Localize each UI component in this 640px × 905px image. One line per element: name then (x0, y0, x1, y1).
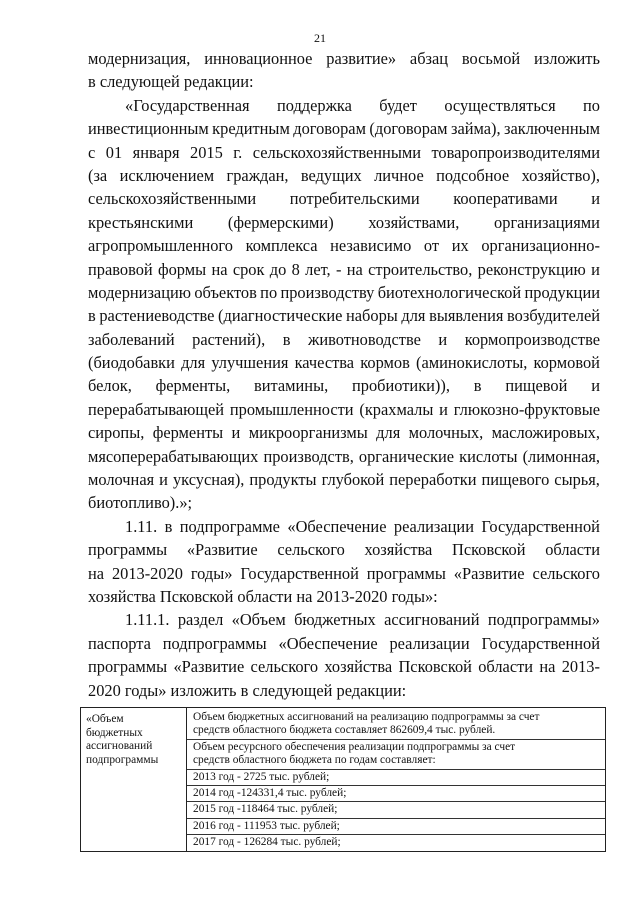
word: бюджетных (294, 610, 376, 630)
word: января (132, 142, 180, 162)
text-line (88, 141, 600, 164)
text-line (88, 47, 600, 70)
word: белок, (88, 376, 132, 396)
word: производству (280, 282, 375, 302)
text-line (88, 515, 600, 538)
word: и (591, 376, 600, 396)
word: (договорам (369, 119, 448, 139)
word: независимо (330, 236, 412, 256)
word: годы» (190, 563, 233, 583)
word: растениеводстве (99, 306, 215, 326)
text-line (88, 445, 600, 468)
text-line (88, 304, 600, 327)
table-value-line: средств областного бюджета составляет 862609,4 тыс. рублей. (193, 724, 496, 737)
word: производств, (263, 446, 354, 466)
table-label-line: «Объем (86, 713, 124, 725)
word: по (583, 95, 600, 115)
word: хозяйства (324, 657, 393, 677)
word: микроорганизмы (248, 423, 368, 443)
word: реализации (389, 633, 470, 653)
text-line (88, 679, 600, 702)
table-label-line: ассигнований (86, 740, 153, 752)
table-value-line: 2015 год -118464 тыс. рублей; (193, 803, 338, 816)
word: подпрограмме (179, 516, 280, 536)
table-value-cell (187, 708, 605, 851)
word: паспорта (88, 633, 151, 653)
word: на (88, 563, 105, 583)
table-value-line: средств областного бюджета по годам составляет: (193, 754, 436, 767)
word: личное (374, 165, 424, 185)
text-line (88, 187, 600, 210)
word: срок (232, 259, 265, 279)
word: кормопроизводстве (464, 329, 600, 349)
word: организациями (494, 212, 600, 232)
word: глюкозно-фруктовые (453, 399, 600, 419)
word: ферменты (152, 423, 224, 443)
word: изложить (533, 49, 600, 68)
word: биотехнологической (377, 282, 522, 302)
word: товаропроизводителями (431, 142, 600, 162)
word: перерабатывающей (88, 399, 225, 419)
text-line (88, 398, 600, 421)
line-text: в следующей редакции: (88, 72, 254, 92)
word: на (346, 259, 363, 279)
word: молочных, (408, 423, 484, 443)
word: улучшения (211, 353, 289, 373)
page-number: 21 (314, 31, 326, 45)
word: для (376, 423, 401, 443)
word: в (282, 329, 291, 349)
table-value-line: 2017 год - 126284 тыс. рублей; (193, 836, 341, 849)
word: займа), (450, 119, 501, 139)
word: реконструкцию (477, 259, 586, 279)
word: (за (88, 165, 108, 185)
word: и (591, 259, 600, 279)
word: животноводстве (308, 329, 421, 349)
table-value-line: 2014 год -124331,4 тыс. рублей; (193, 787, 347, 800)
word: Государственной (240, 563, 359, 583)
table-value-line: 2013 год - 2725 тыс. рублей; (193, 770, 330, 783)
text-line (88, 94, 600, 117)
word: молочная (88, 470, 155, 490)
word: ассигнований (384, 610, 480, 630)
word: (лимонная, (522, 446, 600, 466)
word: витамины, (254, 376, 329, 396)
word: Псковской (452, 540, 526, 560)
word: раздел (177, 610, 224, 630)
word: развитие» (326, 49, 397, 68)
word: исключением (119, 165, 215, 185)
word: наборы (346, 306, 398, 326)
word: мясоперерабатывающих (88, 446, 259, 466)
text-line (88, 117, 600, 140)
word: 1.11.1. (125, 610, 170, 630)
word: качества (294, 353, 355, 373)
word: г. (233, 142, 243, 162)
word: (крахмалы (359, 399, 434, 419)
table-value-line: Объем бюджетных ассигнований на реализацию подпрограммы за счет (193, 711, 540, 723)
table-value-row (187, 786, 605, 802)
word: агропромышленного (88, 236, 233, 256)
word: программы (88, 657, 168, 677)
text-line (88, 491, 600, 514)
word: сиропы, (88, 423, 145, 443)
word: 8 (291, 259, 300, 279)
text-line (88, 421, 600, 444)
table-value-row (187, 740, 605, 770)
body-text (88, 47, 600, 702)
word: сельского (250, 657, 319, 677)
word: абзац (409, 49, 449, 68)
word: организационно- (481, 236, 600, 256)
text-line (88, 538, 600, 561)
word: кормов (360, 353, 410, 373)
word: от (423, 236, 440, 256)
word: глубокой (321, 470, 385, 490)
word: масложировых, (491, 423, 600, 443)
word: до (269, 259, 287, 279)
word: ферменты, (155, 376, 231, 396)
word: кормовой (533, 353, 600, 373)
word: органические (358, 446, 455, 466)
text-line (88, 655, 600, 678)
word: граждан, (226, 165, 289, 185)
word: «Развитие (173, 657, 245, 677)
word: по (260, 282, 278, 302)
table-value-row (187, 802, 605, 818)
word: кредитным (212, 119, 290, 139)
table-value-line: Объем ресурсного обеспечения реализации подпрограммы за счет (193, 740, 516, 753)
word: хозяйствами, (368, 212, 460, 232)
word: лет, (305, 259, 331, 279)
word: и (159, 470, 168, 490)
word: «Обеспечение (278, 633, 378, 653)
word: Государственной (481, 633, 600, 653)
word: сельскохозяйственными (252, 142, 421, 162)
word: заключенным (504, 119, 600, 139)
word: пищевого (481, 470, 550, 490)
text-line (88, 281, 600, 304)
word: восьмой (461, 49, 521, 68)
word: кислоты (459, 446, 518, 466)
word: «Государственная (125, 95, 250, 115)
word: подсобное (436, 165, 510, 185)
word: Государственной (481, 516, 600, 536)
word: в (473, 376, 482, 396)
word: комплекса (245, 236, 318, 256)
word: формы (157, 259, 207, 279)
word: инновационное (204, 49, 313, 68)
table-value-line: 2016 год - 111953 тыс. рублей; (193, 819, 340, 832)
table-label-cell (81, 708, 187, 851)
word: области (545, 540, 600, 560)
word: «Обеспечение (287, 516, 387, 536)
word: для (401, 306, 426, 326)
text-line (88, 258, 600, 281)
word: в (164, 516, 173, 536)
word: в (88, 306, 96, 326)
line-text: 2020 годы» изложить в следующей редакции: (88, 680, 407, 700)
word: программы (366, 563, 446, 583)
word: хозяйство), (521, 165, 600, 185)
word: пищевой (505, 376, 568, 396)
text-line (88, 562, 600, 585)
word: 01 (105, 142, 123, 162)
word: уксусная), (172, 470, 245, 490)
budget-table (80, 707, 606, 852)
word: 1.11. (125, 516, 158, 536)
word: сельского (532, 563, 600, 583)
word: и (591, 189, 600, 209)
word: (фермерскими) (227, 212, 334, 232)
text-line (88, 374, 600, 397)
word: сельскохозяйственными (88, 189, 257, 209)
text-line (88, 164, 600, 187)
word: (диагностические (218, 306, 343, 326)
word: потребительскими (289, 189, 420, 209)
word: хозяйства (364, 540, 433, 560)
word: - (335, 259, 342, 279)
word: и (231, 423, 241, 443)
table-value-row (187, 708, 605, 740)
word: и (438, 329, 448, 349)
word: крестьянскими (88, 212, 194, 232)
word: правовой (88, 259, 153, 279)
text-line (88, 70, 600, 93)
word: программы (88, 540, 168, 560)
word: инвестиционным (88, 119, 209, 139)
text-line (88, 328, 600, 351)
word: ведущих (300, 165, 362, 185)
word: строительство, (368, 259, 473, 279)
word: осуществляться (444, 95, 556, 115)
word: Псковской (398, 657, 472, 677)
text-line (88, 608, 600, 631)
word: выявления (429, 306, 504, 326)
word: сельского (277, 540, 345, 560)
word: «Развитие (186, 540, 258, 560)
word: с (88, 142, 96, 162)
word: объектов (194, 282, 257, 302)
word: кооперативами (453, 189, 558, 209)
word: их (451, 236, 469, 256)
word: подпрограммы» (487, 610, 600, 630)
word: 2013-2020 (111, 563, 183, 583)
word: будет (379, 95, 417, 115)
word: продукты (249, 470, 317, 490)
word: модернизация, (88, 49, 191, 68)
word: на (539, 657, 556, 677)
word: переработки (389, 470, 477, 490)
word: модернизацию (88, 282, 191, 302)
word: (аминокислоты, (416, 353, 528, 373)
text-line (88, 585, 600, 608)
table-value-row (187, 770, 605, 786)
word: и (439, 399, 448, 419)
word: договорам (293, 119, 366, 139)
text-line (88, 468, 600, 491)
text-line (88, 632, 600, 655)
word: для (181, 353, 206, 373)
word: на (211, 259, 228, 279)
word: (биодобавки (88, 353, 175, 373)
table-label-line: бюджетных (86, 726, 143, 739)
word: растений), (192, 329, 266, 349)
word: возбудителей (507, 306, 600, 326)
word: сырья, (554, 470, 600, 490)
word: заболеваний (88, 329, 175, 349)
word: области (478, 657, 534, 677)
word: поддержка (276, 95, 352, 115)
table-label-line: подпрограммы (86, 753, 159, 766)
word: «Объем (231, 610, 286, 630)
text-line (88, 211, 600, 234)
word: реализации (393, 516, 474, 536)
table-value-row (187, 819, 605, 835)
word: «Развитие (453, 563, 525, 583)
word: 2013- (561, 657, 600, 677)
text-line (88, 351, 600, 374)
word: подпрограммы (162, 633, 267, 653)
table-value-row (187, 835, 605, 850)
word: 2015 (190, 142, 223, 162)
word: промышленности (229, 399, 354, 419)
word: продукции (524, 282, 600, 302)
line-text: биотопливо).»; (88, 493, 193, 513)
word: пробиотики)), (352, 376, 450, 396)
line-text: хозяйства Псковской области на 2013-2020 годы»: (88, 586, 438, 606)
text-line (88, 234, 600, 257)
